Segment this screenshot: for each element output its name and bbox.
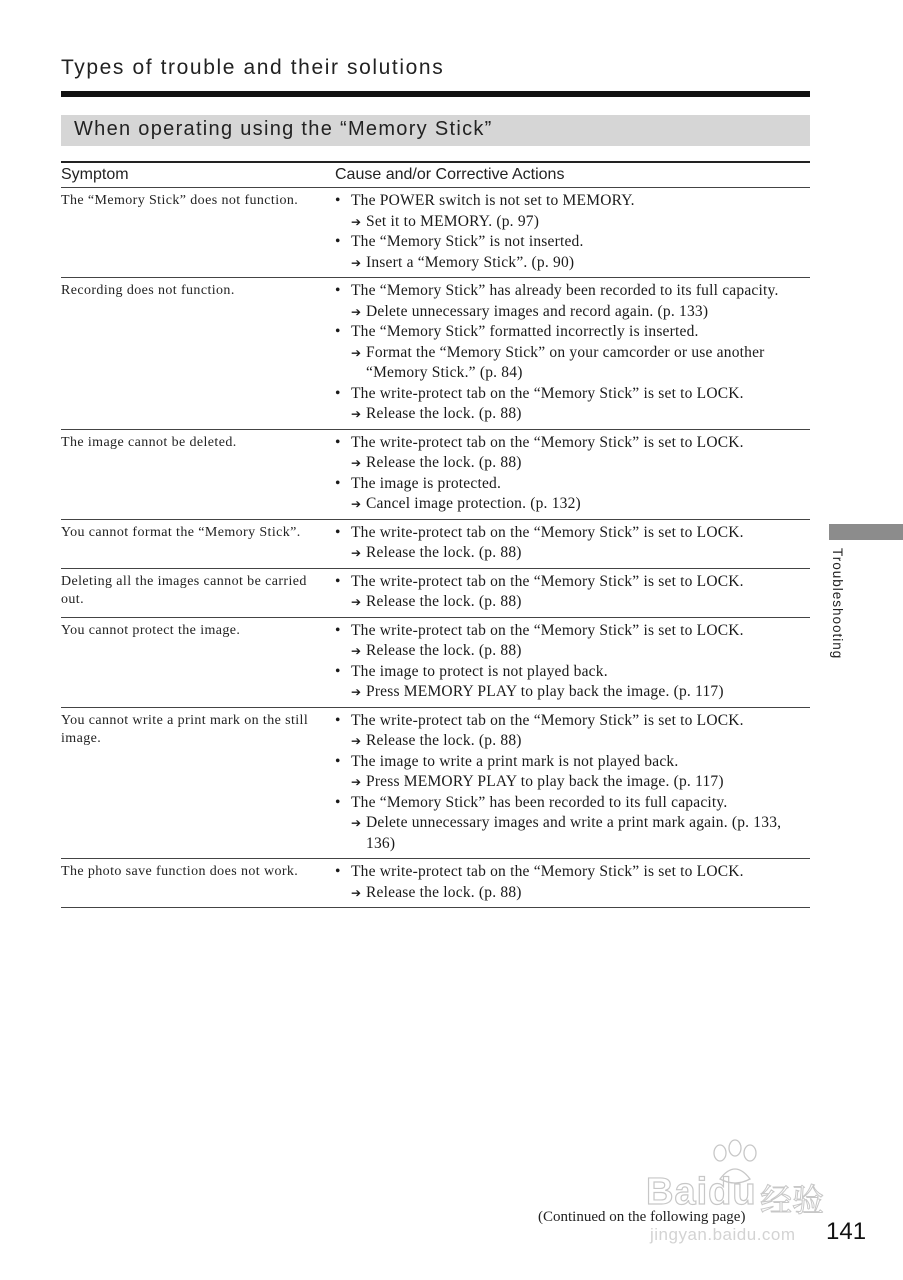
right-arrow-icon: ➔ (351, 407, 362, 421)
right-arrow-icon: ➔ (351, 214, 362, 229)
cause-text: The write-protect tab on the “Memory Stick” is set to LOCK. (351, 863, 744, 880)
table-row (61, 430, 810, 520)
cause-text: The write-protect tab on the “Memory Stick” is set to LOCK. (351, 572, 744, 590)
bullet-icon: • (335, 752, 341, 770)
corrective-action (335, 731, 810, 752)
table-body (61, 188, 810, 908)
cause-item (335, 862, 810, 883)
bullet-icon: • (335, 621, 341, 639)
cause-text: The write-protect tab on the “Memory Stick” is set to LOCK. (351, 433, 744, 451)
right-arrow-icon: ➔ (351, 685, 362, 699)
right-arrow-icon: ➔ (351, 304, 362, 319)
cause-item (335, 793, 810, 814)
right-arrow-icon: ➔ (351, 595, 362, 609)
right-arrow-icon: ➔ (351, 775, 362, 789)
cause-cell (311, 708, 810, 859)
cause-item (335, 711, 810, 732)
corrective-action (335, 641, 810, 662)
corrective-action-text: Insert a “Memory Stick”. (p. 90) (366, 253, 575, 271)
cause-item (335, 232, 810, 253)
cause-cell (311, 278, 810, 429)
corrective-action (335, 592, 810, 613)
right-arrow-icon: ➔ (351, 734, 362, 748)
symptom-cell: You cannot write a print mark on the still image. (61, 712, 309, 746)
table-row (61, 569, 810, 618)
corrective-action (335, 543, 810, 564)
corrective-action-text: Press MEMORY PLAY to play back the image. (p. 117) (366, 683, 724, 700)
cause-item (335, 523, 810, 544)
corrective-action (335, 404, 810, 425)
right-arrow-icon: ➔ (351, 497, 362, 511)
cause-item (335, 572, 810, 593)
bullet-icon: • (335, 523, 341, 541)
cause-cell (311, 859, 810, 907)
corrective-action (335, 494, 810, 515)
corrective-action-text: Set it to MEMORY. (p. 97) (366, 212, 540, 230)
cause-text: The write-protect tab on the “Memory Stick” is set to LOCK. (351, 523, 744, 541)
watermark-brand: Baidu (646, 1171, 757, 1213)
bullet-icon: • (335, 711, 341, 729)
side-tab-marker (829, 524, 903, 540)
corrective-action-text: Delete unnecessary images and write a print mark again. (p. 133, 136) (366, 814, 782, 852)
cause-cell (311, 520, 810, 568)
corrective-action (335, 453, 810, 474)
cause-item (335, 433, 810, 454)
cause-text: The image to protect is not played back. (351, 662, 608, 680)
corrective-action (335, 253, 810, 274)
cause-cell (311, 430, 810, 519)
cause-item (335, 281, 810, 302)
cause-item (335, 621, 810, 642)
right-arrow-icon: ➔ (351, 885, 362, 900)
table-header (61, 163, 810, 188)
corrective-action (335, 212, 810, 233)
bullet-icon: • (335, 863, 341, 880)
title-rule (61, 91, 810, 97)
bullet-icon: • (335, 384, 341, 402)
cause-cell (311, 569, 810, 617)
cause-text: The write-protect tab on the “Memory Stick” is set to LOCK. (351, 621, 744, 639)
corrective-action-text: Release the lock. (p. 88) (366, 593, 522, 610)
bullet-icon: • (335, 572, 341, 590)
table-row (61, 278, 810, 430)
right-arrow-icon: ➔ (351, 644, 362, 658)
bullet-icon: • (335, 474, 341, 492)
corrective-action (335, 883, 810, 904)
corrective-action-text: Cancel image protection. (p. 132) (366, 495, 581, 512)
cause-item (335, 191, 810, 212)
symptom-cell: The image cannot be deleted. (61, 434, 237, 450)
bullet-icon: • (335, 192, 341, 209)
bullet-icon: • (335, 282, 341, 299)
cause-column-header: Cause and/or Corrective Actions (335, 166, 565, 183)
cause-text: The “Memory Stick” is not inserted. (351, 233, 584, 250)
cause-cell (311, 618, 810, 707)
corrective-action-text: Release the lock. (p. 88) (366, 732, 522, 749)
table-row (61, 618, 810, 708)
table-row (61, 859, 810, 908)
symptom-cell: Deleting all the images cannot be carried out. (61, 573, 307, 607)
cause-item (335, 384, 810, 405)
cause-text: The image is protected. (351, 474, 502, 492)
right-arrow-icon: ➔ (351, 456, 362, 470)
cause-text: The write-protect tab on the “Memory Stick” is set to LOCK. (351, 384, 744, 402)
cause-cell (311, 188, 810, 277)
corrective-action-text: Release the lock. (p. 88) (366, 454, 522, 471)
corrective-action-text: Release the lock. (p. 88) (366, 405, 522, 422)
section-band (61, 115, 810, 146)
section-title: When operating using the “Memory Stick” (74, 118, 493, 140)
table-row (61, 708, 810, 860)
corrective-action-text: Press MEMORY PLAY to play back the image. (p. 117) (366, 773, 724, 790)
bullet-icon: • (335, 233, 341, 250)
watermark-url: jingyan.baidu.com (650, 1225, 796, 1244)
right-arrow-icon: ➔ (351, 345, 362, 360)
cause-item (335, 662, 810, 683)
corrective-action (335, 343, 810, 384)
corrective-action-text: Delete unnecessary images and record again. (p. 133) (366, 302, 709, 320)
watermark-brand-cn: 经验 (760, 1181, 825, 1219)
table-row (61, 188, 810, 278)
symptom-cell: You cannot format the “Memory Stick”. (61, 524, 301, 540)
table-row (61, 520, 810, 569)
right-arrow-icon: ➔ (351, 816, 362, 830)
cause-text: The “Memory Stick” has been recorded to its full capacity. (351, 793, 728, 811)
cause-text: The image to write a print mark is not played back. (351, 752, 679, 770)
bullet-icon: • (335, 323, 341, 340)
corrective-action (335, 813, 810, 854)
bullet-icon: • (335, 793, 341, 811)
cause-text: The “Memory Stick” formatted incorrectly is inserted. (351, 323, 699, 340)
corrective-action-text: Release the lock. (p. 88) (366, 883, 522, 901)
corrective-action-text: Release the lock. (p. 88) (366, 544, 522, 561)
right-arrow-icon: ➔ (351, 546, 362, 560)
page-title: Types of trouble and their solutions (61, 56, 445, 79)
trouble-table (61, 161, 810, 908)
corrective-action (335, 682, 810, 703)
bullet-icon: • (335, 433, 341, 451)
symptom-cell: The photo save function does not work. (61, 864, 299, 879)
cause-item (335, 752, 810, 773)
symptom-cell: The “Memory Stick” does not function. (61, 193, 299, 208)
corrective-action (335, 302, 810, 323)
corrective-action (335, 772, 810, 793)
continued-note: (Continued on the following page) (538, 1209, 746, 1225)
symptom-cell: You cannot protect the image. (61, 622, 241, 638)
cause-item (335, 322, 810, 343)
bullet-icon: • (335, 662, 341, 680)
side-tab-label: Troubleshooting (830, 548, 845, 660)
symptom-column-header: Symptom (61, 166, 129, 183)
baidu-watermark (628, 1135, 858, 1265)
corrective-action-text: Format the “Memory Stick” on your camcorder or use another “Memory Stick.” (p. 84) (366, 343, 765, 381)
symptom-cell: Recording does not function. (61, 283, 235, 298)
corrective-action-text: Release the lock. (p. 88) (366, 642, 522, 659)
cause-text: The write-protect tab on the “Memory Stick” is set to LOCK. (351, 711, 744, 729)
right-arrow-icon: ➔ (351, 255, 362, 270)
cause-text: The POWER switch is not set to MEMORY. (351, 192, 635, 209)
cause-text: The “Memory Stick” has already been recorded to its full capacity. (351, 282, 779, 299)
page-number: 141 (826, 1218, 867, 1245)
cause-item (335, 474, 810, 495)
